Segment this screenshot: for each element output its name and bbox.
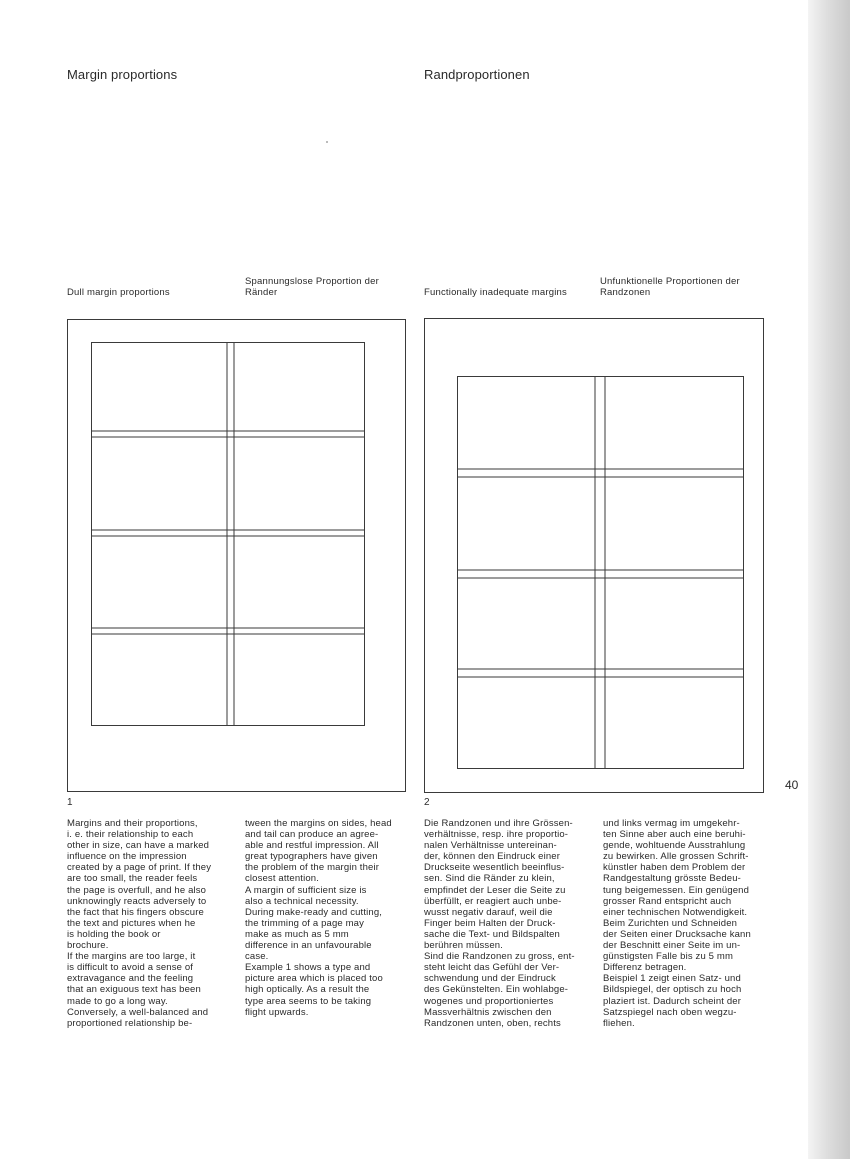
- figure-1-page-layout: [67, 319, 407, 793]
- heading-randproportionen: Randproportionen: [424, 67, 530, 82]
- figure-2-page-layout: [424, 318, 765, 794]
- figure-2-diagram: [424, 318, 765, 794]
- heading-margin-proportions: Margin proportions: [67, 67, 178, 82]
- caption-fig1-english: Dull margin proportions: [67, 287, 170, 298]
- caption-fig1-german: Spannungslose Proportion der Ränder: [245, 276, 379, 298]
- figure-1-number: 1: [67, 797, 73, 808]
- body-column-1-english: Margins and their proportions, i. e. their relationship to each other in size, can have a marked influence on the impression created by a page of print. If they are too small, the reader feels the page is overfull, and he also unknowingly reacts adversely to the fact that his fingers obscure the text and pictures when he is holding the book or brochure. If the margins are too large, it is difficult to avoid a sense of extravagance and the feeling that an exiguous text has been made to go a long way. Conversely, a well-balanced and proportioned relationship be-: [67, 818, 212, 1029]
- body-column-3-german: Die Randzonen und ihre Grössen- verhältnisse, resp. ihre proportio- nalen Verhältnisse untereinan- der, können den Eindruck einer Druckseite wesentlich beeinflus- sen. Sind die Ränder zu klein, empfindet der Leser die Seite zu überfüllt, er reagiert auch unbe- wusst negativ darauf, weil die Finger beim Halten der Druck- sache die Text- und Bildspalten berühren müssen. Sind die Randzonen zu gross, ent- steht leicht das Gefühl der Ver- schwendung und der Eindruck des Gekünstelten. Ein wohlabge- wogenes und proportioniertes Massverhältnis zwischen den Randzonen unten, oben, rechts: [424, 818, 575, 1029]
- caption-fig2-english: Functionally inadequate margins: [424, 287, 567, 298]
- figure-1-diagram: [67, 319, 407, 793]
- page-outline: [425, 319, 764, 793]
- figure-2-number: 2: [424, 797, 430, 808]
- print-speck: [326, 141, 328, 143]
- body-column-2-english: tween the margins on sides, head and tail can produce an agree- able and restful impression. All great typographers have given the problem of the margin their closest attention. A margin of sufficient size is also a technical necessity. During make-ready and cutting, the trimming of a page may make as much as 5 mm difference in an unfavourable case. Example 1 shows a type and picture area which is placed too high optically. As a result the type area seems to be taking flight upwards.: [245, 818, 392, 1018]
- caption-fig2-german: Unfunktionelle Proportionen der Randzonen: [600, 276, 740, 298]
- page-outline: [68, 320, 406, 792]
- page-number: 40: [785, 778, 799, 792]
- page-edge-shadow: [808, 0, 850, 1159]
- body-column-4-german: und links vermag im umgekehr- ten Sinne aber auch eine beruhi- gende, wohltuende Ausstrahlung zu bewirken. Alle grossen Schrift- künstler haben dem Problem der Randgestaltung grösste Bedeu- tung beigemessen. Ein genügend grosser Rand entspricht auch einer technischen Notwendigkeit. Beim Zurichten und Schneiden der Seiten einer Drucksache kann der Beschnitt einer Seite im un- günstigsten Falle bis zu 5 mm Differenz betragen. Beispiel 1 zeigt einen Satz- und Bildspiegel, der optisch zu hoch plaziert ist. Dadurch scheint der Satzspiegel nach oben wegzu- fliehen.: [603, 818, 751, 1029]
